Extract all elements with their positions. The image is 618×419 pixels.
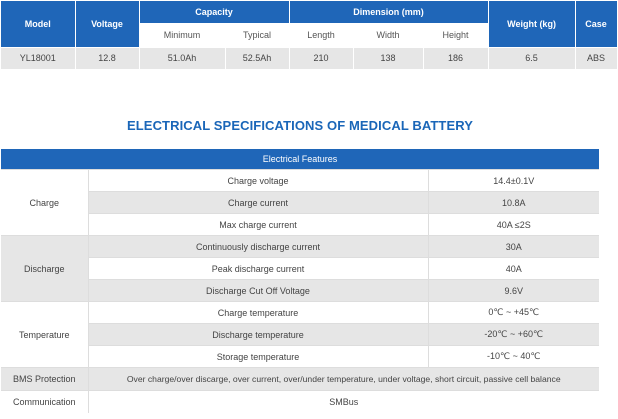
label-communication: Communication: [1, 391, 88, 413]
value-continuous-discharge: 30A: [428, 236, 599, 258]
section-title: ELECTRICAL SPECIFICATIONS OF MEDICAL BATTERY: [126, 118, 474, 133]
table-row: [1, 236, 599, 258]
cell-height: 186: [423, 47, 488, 69]
group-temperature: Temperature: [1, 302, 88, 368]
header-case: Case: [575, 1, 617, 47]
value-max-charge-current: 40A ≤2S: [428, 214, 599, 236]
subheader-length: Length: [289, 23, 353, 47]
value-charge-current: 10.8A: [428, 192, 599, 214]
electrical-spec-table: [1, 149, 599, 413]
param-cutoff-voltage: Discharge Cut Off Voltage: [88, 280, 428, 302]
param-charge-voltage: Charge voltage: [88, 170, 428, 192]
table-row: [1, 346, 599, 368]
header-weight: Weight (kg): [488, 1, 575, 47]
cell-case: ABS: [575, 47, 617, 69]
header-model: Model: [1, 1, 75, 47]
group-charge: Charge: [1, 170, 88, 236]
table-row: [1, 258, 599, 280]
label-bms-protection: BMS Protection: [1, 368, 88, 391]
subheader-minimum: Minimum: [139, 23, 225, 47]
group-discharge: Discharge: [1, 236, 88, 302]
value-peak-discharge: 40A: [428, 258, 599, 280]
param-continuous-discharge: Continuously discharge current: [88, 236, 428, 258]
subheader-width: Width: [353, 23, 423, 47]
table-row: [1, 170, 599, 192]
table-row: [1, 214, 599, 236]
value-charge-temperature: 0℃ ~ +45℃: [428, 302, 599, 324]
value-cutoff-voltage: 9.6V: [428, 280, 599, 302]
subheader-typical: Typical: [225, 23, 289, 47]
header-capacity: Capacity: [139, 1, 289, 23]
subheader-height: Height: [423, 23, 488, 47]
table-row: [1, 368, 599, 391]
cell-length: 210: [289, 47, 353, 69]
cell-minimum: 51.0Ah: [139, 47, 225, 69]
cell-width: 138: [353, 47, 423, 69]
table-row: [1, 391, 599, 413]
cell-model: YL18001: [1, 47, 75, 69]
value-charge-voltage: 14.4±0.1V: [428, 170, 599, 192]
cell-typical: 52.5Ah: [225, 47, 289, 69]
value-discharge-temperature: -20℃ ~ +60℃: [428, 324, 599, 346]
cell-voltage: 12.8: [75, 47, 139, 69]
spec-table-header: Electrical Features: [1, 149, 599, 170]
table-row: [1, 47, 617, 69]
param-max-charge-current: Max charge current: [88, 214, 428, 236]
header-dimension: Dimension (mm): [289, 1, 488, 23]
value-storage-temperature: -10℃ ~ 40℃: [428, 346, 599, 368]
value-communication: SMBus: [88, 391, 599, 413]
param-discharge-temperature: Discharge temperature: [88, 324, 428, 346]
model-table: [1, 1, 618, 69]
param-storage-temperature: Storage temperature: [88, 346, 428, 368]
param-peak-discharge: Peak discharge current: [88, 258, 428, 280]
table-row: [1, 302, 599, 324]
param-charge-current: Charge current: [88, 192, 428, 214]
param-charge-temperature: Charge temperature: [88, 302, 428, 324]
header-voltage: Voltage: [75, 1, 139, 47]
table-row: [1, 192, 599, 214]
table-row: [1, 324, 599, 346]
value-bms-protection: Over charge/over discarge, over current, over/under temperature, under voltage, short circuit, passive cell balance: [88, 368, 599, 391]
table-row: [1, 280, 599, 302]
cell-weight: 6.5: [488, 47, 575, 69]
